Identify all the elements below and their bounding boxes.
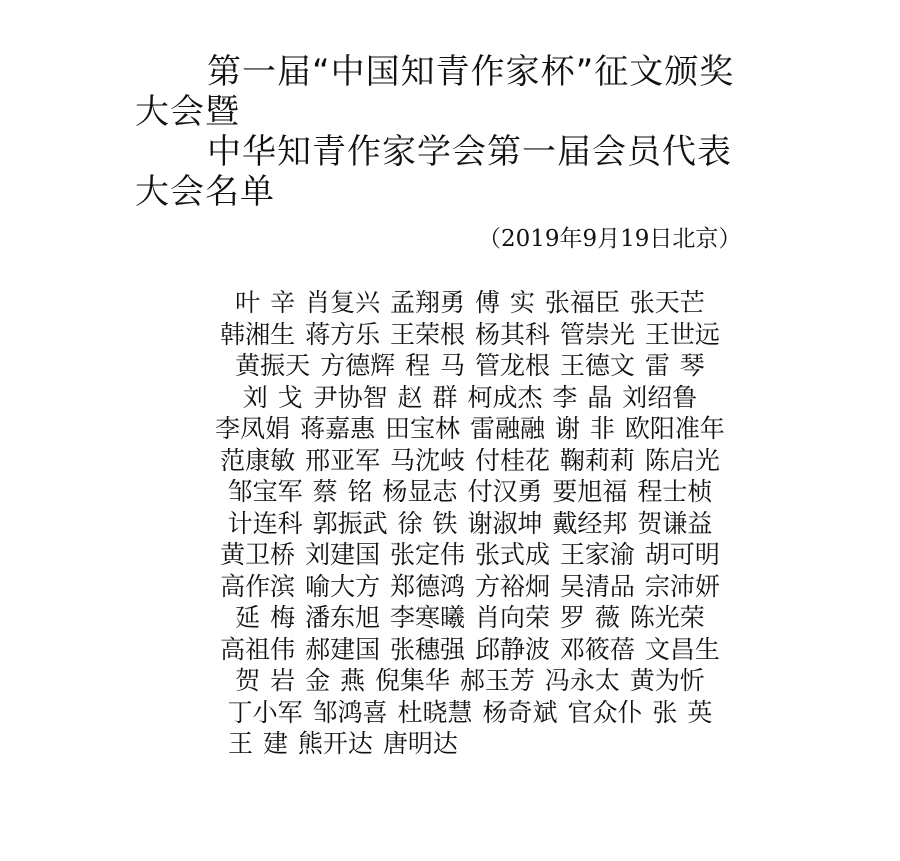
name-row: 延 梅 潘东旭 李寒曦 肖向荣 罗 薇 陈光荣	[235, 603, 705, 632]
name-row: 邹宝军 蔡 铭 杨显志 付汉勇 要旭福 程士桢	[227, 477, 713, 506]
name-row: 刘 戈 尹协智 赵 群 柯成杰 李 晶 刘绍鲁	[242, 382, 698, 412]
name-row: 高作滨 喻大方 郑德鸿 方裕炯 吴清品 宗沛妍	[220, 571, 720, 601]
name-row: 高祖伟 郝建国 张穗强 邱静波 邓筱蓓 文昌生	[220, 634, 720, 664]
name-row: 黄卫桥 刘建国 张定伟 张式成 王家渝 胡可明	[220, 540, 720, 569]
name-row: 韩湘生 蒋方乐 王荣根 杨其科 管崇光 王世远	[220, 319, 720, 349]
document-title	[135, 52, 775, 212]
title-line-4: 大会名单	[135, 172, 275, 212]
name-row: 范康敏 邢亚军 马沈岐 付桂花 鞠莉莉 陈启光	[220, 445, 720, 475]
title-line-2: 大会暨	[135, 92, 240, 132]
title-line-1: 第一届“中国知青作家杯”征文颁奖	[207, 52, 735, 92]
name-row: 李凤娟 蒋嘉惠 田宝林 雷融融 谢 非 欧阳准年	[215, 414, 725, 443]
name-row: 黄振天 方德辉 程 马 管龙根 王德文 雷 琴	[235, 351, 705, 380]
event-date: （2019年9月19日北京）	[478, 226, 742, 252]
title-line-3: 中华知青作家学会第一届会员代表	[207, 132, 732, 172]
name-row: 丁小军 邹鸿喜 杜晓慧 杨奇斌 官众仆 张 英	[227, 697, 713, 727]
name-row: 叶 辛 肖复兴 孟翔勇 傅 实 张福臣 张天芒	[235, 288, 705, 317]
name-row: 计连科 郭振武 徐 铁 谢淑坤 戴经邦 贺谦益	[227, 508, 713, 538]
name-row: 贺 岩 金 燕 倪集华 郝玉芳 冯永太 黄为忻	[235, 666, 705, 695]
name-row: 王 建 熊开达 唐明达	[228, 729, 458, 758]
name-list	[100, 287, 840, 760]
